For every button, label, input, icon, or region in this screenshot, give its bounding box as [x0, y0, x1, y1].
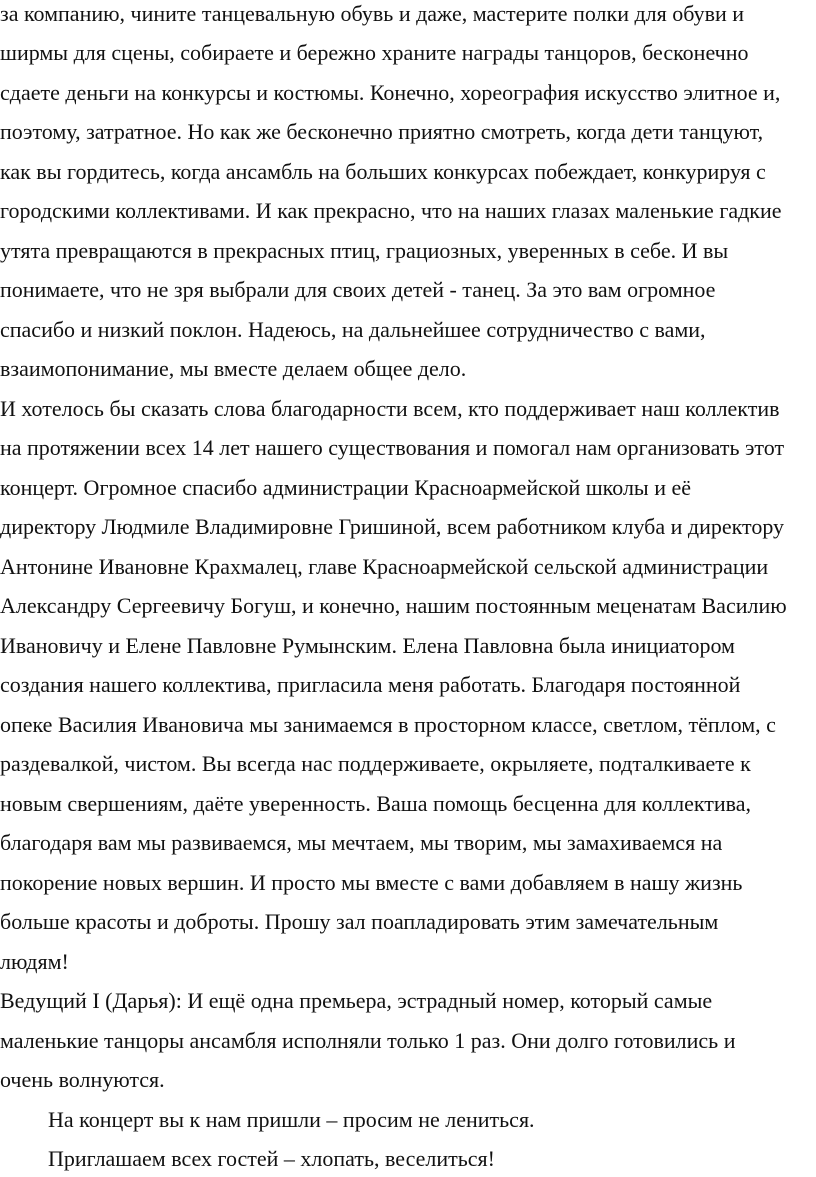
text-line: больше красоты и доброты. Прошу зал поапладировать этим замечательным [0, 909, 719, 934]
text-line: опеке Василия Ивановича мы занимаемся в просторном классе, светлом, тёплом, с [0, 712, 776, 737]
text-line: ширмы для сцены, собираете и бережно храните награды танцоров, бесконечно [0, 40, 749, 65]
text-line: директору Людмиле Владимировне Гришиной, всем работником клуба и директору [0, 514, 785, 539]
text-line: новым свершениям, даёте уверенность. Ваша помощь бесценна для коллектива, [0, 791, 752, 816]
text-line: понимаете, что не зря выбрали для своих детей - танец. За это вам огромное [0, 277, 716, 302]
text-line: утята превращаются в прекрасных птиц, грациозных, уверенных в себе. И вы [0, 238, 729, 263]
text-line: Ивановичу и Елене Павловне Румынским. Елена Павловна была инициатором [0, 633, 735, 658]
text-line: очень волнуются. [0, 1067, 165, 1092]
text-line: на протяжении всех 14 лет нашего существования и помогал нам организовать этот [0, 435, 785, 460]
text-line: за компанию, чините танцевальную обувь и даже, мастерите полки для обуви и [0, 1, 745, 26]
text-line: людям! [0, 949, 69, 974]
text-line: Антонине Ивановне Крахмалец, главе Красноармейской сельской администрации [0, 554, 769, 579]
text-line: как вы гордитесь, когда ансамбль на больших конкурсах побеждает, конкурируя с [0, 159, 766, 184]
verse-line: Приглашаем всех гостей – хлопать, веселиться! [48, 1146, 495, 1171]
text-line: поэтому, затратное. Но как же бесконечно приятно смотреть, когда дети танцуют, [0, 119, 764, 144]
text-line: Ведущий I (Дарья): И ещё одна премьера, эстрадный номер, который самые [0, 988, 713, 1013]
text-line: создания нашего коллектива, пригласила меня работать. Благодаря постоянной [0, 672, 741, 697]
text-line: И хотелось бы сказать слова благодарности всем, кто поддерживает наш коллектив [0, 396, 780, 421]
text-line: благодаря вам мы развиваемся, мы мечтаем, мы творим, мы замахиваемся на [0, 830, 723, 855]
text-line: сдаете деньги на конкурсы и костюмы. Конечно, хореография искусство элитное и, [0, 80, 781, 105]
text-line: концерт. Огромное спасибо администрации Красноармейской школы и её [0, 475, 692, 500]
text-line: Александру Сергеевичу Богуш, и конечно, нашим постоянным меценатам Василию [0, 593, 787, 618]
verse-line: На концерт вы к нам пришли – просим не лениться. [48, 1107, 535, 1132]
text-line: спасибо и низкий поклон. Надеюсь, на дальнейшее сотрудничество с вами, [0, 317, 706, 342]
text-line: покорение новых вершин. И просто мы вместе с вами добавляем в нашу жизнь [0, 870, 743, 895]
text-line: городскими коллективами. И как прекрасно, что на наших глазах маленькие гадкие [0, 198, 782, 223]
text-line: маленькие танцоры ансамбля исполняли только 1 раз. Они долго готовились и [0, 1028, 736, 1053]
text-line: раздевалкой, чистом. Вы всегда нас поддерживаете, окрыляете, подталкиваете к [0, 751, 751, 776]
text-line: взаимопонимание, мы вместе делаем общее дело. [0, 356, 467, 381]
